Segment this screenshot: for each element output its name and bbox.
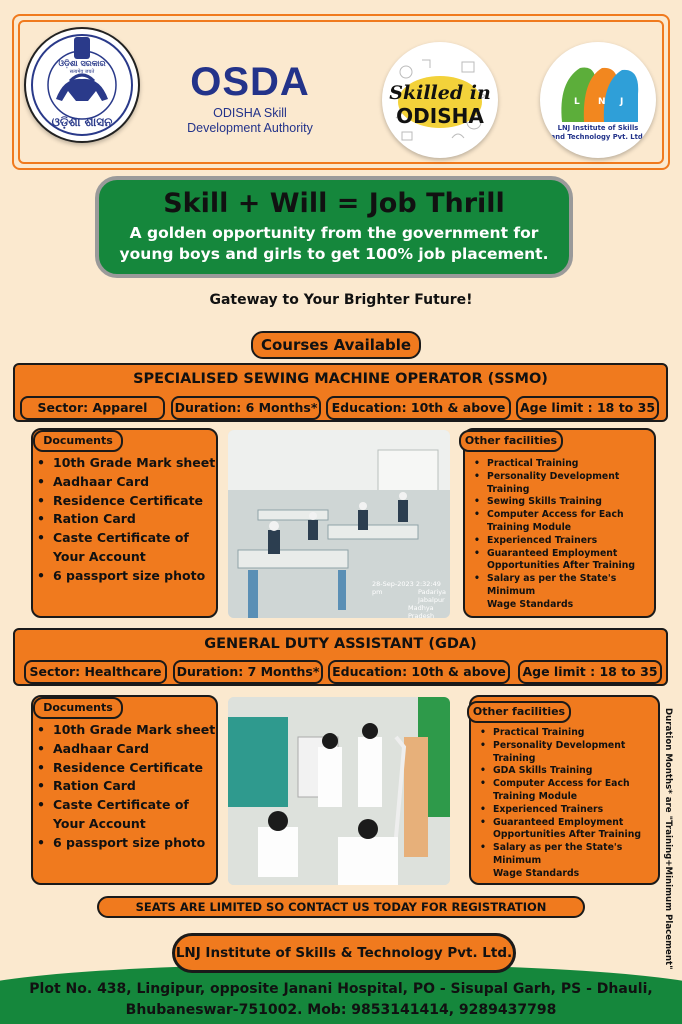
courses-available-label: Courses Available xyxy=(251,331,421,359)
photo-location-line2: Jabalpur xyxy=(418,596,445,604)
course-ssmo-sector: Sector: Apparel xyxy=(20,396,165,420)
slogan-title: Skill + Will = Job Thrill xyxy=(163,188,505,219)
list-item: • Caste Certificate of xyxy=(35,796,215,815)
list-item: • Computer Access for Each xyxy=(479,778,658,791)
list-item: • Guaranteed Employment xyxy=(473,548,654,561)
list-item: • Practical Training xyxy=(479,727,658,740)
photo-location-line3: Madhya Pradesh xyxy=(408,604,435,618)
skilled-line2: ODISHA xyxy=(396,104,484,128)
list-item: • Experienced Trainers xyxy=(479,804,658,817)
lnj-caption-line2: and Technology Pvt. Ltd. xyxy=(550,133,646,141)
odisha-emblem-logo xyxy=(24,27,140,143)
course-gda-header xyxy=(13,628,668,686)
course-ssmo-documents-label: Documents xyxy=(33,430,123,452)
course-gda-facilities-panel xyxy=(469,695,660,885)
course-gda-photo xyxy=(228,697,450,885)
lnj-caption-line1: LNJ Institute of Skills xyxy=(557,124,639,132)
course-gda-title: GENERAL DUTY ASSISTANT (GDA) xyxy=(204,636,477,652)
lnj-institute-logo xyxy=(540,42,656,158)
course-gda-documents-label: Documents xyxy=(33,697,123,719)
course-gda-facilities-label: Other facilities xyxy=(467,701,571,723)
duration-footnote xyxy=(657,708,677,970)
list-item-continuation: Training Module xyxy=(493,790,578,802)
course-gda-education: Education: 10th & above xyxy=(328,660,510,684)
course-ssmo-documents-list xyxy=(35,454,215,586)
course-ssmo-age: Age limit : 18 to 35 xyxy=(516,396,659,420)
course-ssmo-title: SPECIALISED SEWING MACHINE OPERATOR (SSMO) xyxy=(133,371,548,387)
list-item: • 6 passport size photo xyxy=(35,567,215,586)
slogan-subtitle-line1: A golden opportunity from the government for xyxy=(129,224,539,242)
osda-subtitle-line2: Development Authority xyxy=(187,121,313,135)
course-ssmo-documents-panel xyxy=(31,428,218,618)
seats-limited-notice: SEATS ARE LIMITED SO CONTACT US TODAY FOR REGISTRATION xyxy=(97,896,585,918)
footer-address-line1: Plot No. 438, Lingipur, opposite Janani Hospital, PO - Sisupal Garh, PS - Dhauli, xyxy=(29,981,653,997)
course-gda-documents-panel xyxy=(31,695,218,885)
list-item: • Salary as per the State's Minimum xyxy=(473,573,654,599)
slogan-banner xyxy=(95,176,573,278)
course-ssmo-facilities-panel xyxy=(463,428,656,618)
course-ssmo-photo xyxy=(228,430,450,618)
list-item: • Personality Development Training xyxy=(473,471,654,497)
list-item-continuation: Your Account xyxy=(53,548,146,564)
list-item: • Residence Certificate xyxy=(35,759,215,778)
list-item: • 10th Grade Mark sheet xyxy=(35,454,215,473)
lnj-letter-n: N xyxy=(598,97,606,107)
healthcare-class-photo xyxy=(228,697,450,885)
skilled-line1: Skilled in xyxy=(389,82,491,104)
list-item: • Practical Training xyxy=(473,458,654,471)
list-item-continuation: Training Module xyxy=(487,521,572,533)
footer-address xyxy=(0,979,682,1021)
lnj-letter-l: L xyxy=(574,97,580,107)
list-item: • Salary as per the State's Minimum xyxy=(479,842,658,868)
list-item: • Guaranteed Employment xyxy=(479,817,658,830)
list-item: • Computer Access for Each xyxy=(473,509,654,522)
list-item-continuation: Wage Standards xyxy=(487,598,574,610)
list-item: • Caste Certificate of xyxy=(35,529,215,548)
osda-subtitle-line1: ODISHA Skill xyxy=(213,106,287,120)
emblem-bottom-text: ଓଡ଼ିଶା ଶାସନ xyxy=(51,115,113,129)
course-gda-documents-list xyxy=(35,721,215,853)
course-ssmo-duration: Duration: 6 Months* xyxy=(171,396,321,420)
course-gda-age: Age limit : 18 to 35 xyxy=(518,660,662,684)
list-item-continuation: Opportunities After Training xyxy=(493,829,642,841)
gateway-tagline: Gateway to Your Brighter Future! xyxy=(209,292,473,308)
skilled-in-odisha-logo xyxy=(382,42,498,158)
list-item: • Sewing Skills Training xyxy=(473,496,654,509)
list-item: • 6 passport size photo xyxy=(35,834,215,853)
slogan-subtitle-line2: young boys and girls to get 100% job placement. xyxy=(119,245,549,263)
list-item: • Aadhaar Card xyxy=(35,740,215,759)
emblem-motto-text: सत्यमेव जयते xyxy=(69,69,95,75)
emblem-top-text: ଓଡ଼ିଶା ସରକାର xyxy=(58,59,106,68)
list-item: • Ration Card xyxy=(35,777,215,796)
list-item: • Residence Certificate xyxy=(35,492,215,511)
duration-footnote-text: Duration Months* are "Training+Minimum Placement" xyxy=(663,708,673,970)
list-item: • GDA Skills Training xyxy=(479,765,658,778)
course-ssmo-education: Education: 10th & above xyxy=(326,396,511,420)
list-item: • Aadhaar Card xyxy=(35,473,215,492)
list-item-continuation: Opportunities After Training xyxy=(487,560,636,572)
course-ssmo-header xyxy=(13,363,668,422)
photo-location-line1: Padariya xyxy=(418,588,447,596)
list-item-continuation: Your Account xyxy=(53,815,146,831)
course-gda-facilities-list xyxy=(479,727,658,881)
list-item: • 10th Grade Mark sheet xyxy=(35,721,215,740)
photo-timestamp: 28-Sep-2023 2:32:49 pm xyxy=(372,580,441,596)
course-ssmo-facilities-list xyxy=(473,458,654,612)
footer-institute-name: LNJ Institute of Skills & Technology Pvt. Ltd. xyxy=(172,933,516,973)
footer-address-line2: Bhubaneswar-751002. Mob: 9853141414, 9289437798 xyxy=(125,1002,557,1018)
list-item: • Personality Development Training xyxy=(479,740,658,766)
list-item: • Ration Card xyxy=(35,510,215,529)
list-item: • Experienced Trainers xyxy=(473,535,654,548)
osda-title: OSDA xyxy=(190,60,310,104)
list-item-continuation: Wage Standards xyxy=(493,867,580,879)
course-gda-duration: Duration: 7 Months* xyxy=(173,660,323,684)
course-ssmo-facilities-label: Other facilities xyxy=(459,430,563,452)
course-gda-sector: Sector: Healthcare xyxy=(24,660,167,684)
lnj-letter-j: J xyxy=(620,97,624,107)
